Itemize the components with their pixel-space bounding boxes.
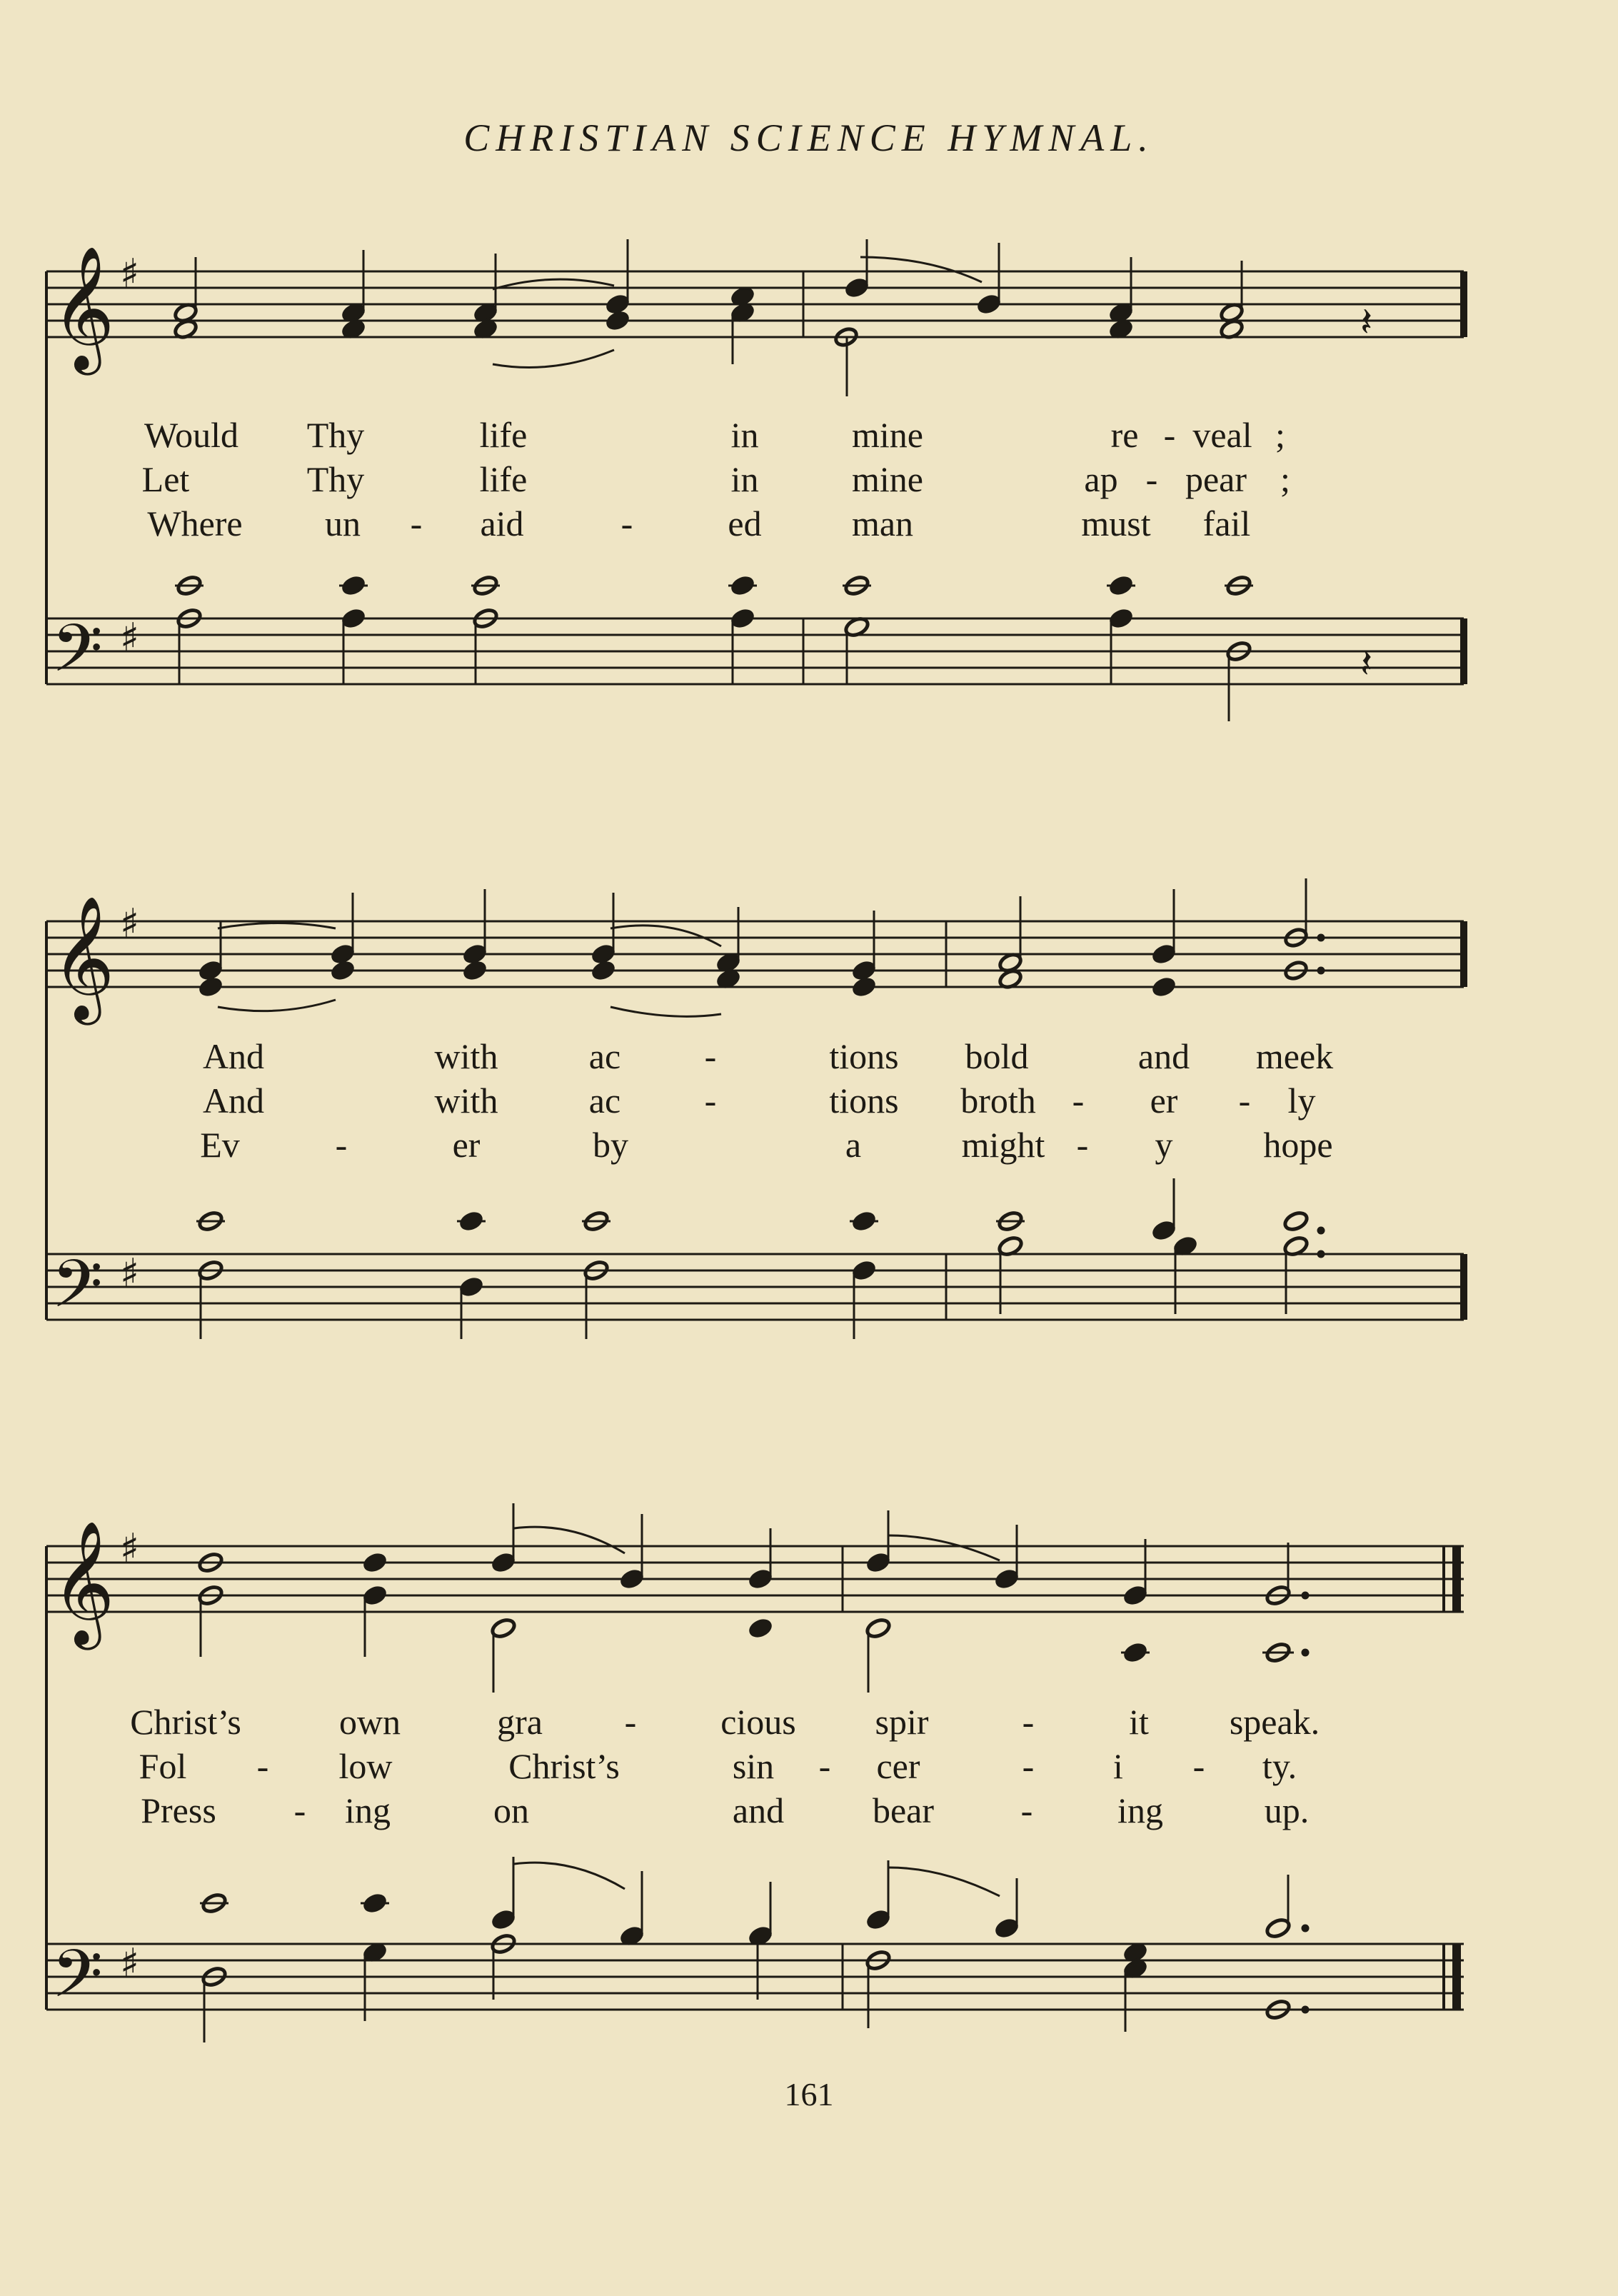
syllable: with bbox=[434, 1036, 498, 1076]
syllable: - bbox=[704, 1081, 717, 1121]
syllable: - bbox=[335, 1125, 348, 1165]
syllable: - bbox=[620, 503, 633, 543]
syllable: Press bbox=[141, 1790, 216, 1830]
syllable: spir bbox=[875, 1702, 929, 1742]
system-2-treble-staff bbox=[46, 921, 1464, 987]
rest-icon: 𝄽 bbox=[1360, 299, 1373, 346]
lyrics-verse-1 bbox=[0, 1034, 1618, 1078]
syllable: Fol bbox=[139, 1746, 187, 1786]
syllable: bold bbox=[965, 1036, 1029, 1076]
syllable: man bbox=[851, 503, 914, 543]
syllable: ap bbox=[1084, 459, 1118, 499]
syllable: a bbox=[845, 1125, 862, 1165]
syllable: - bbox=[704, 1036, 717, 1076]
system-2-bass-staff bbox=[46, 1254, 1464, 1320]
syllable: up. bbox=[1264, 1790, 1310, 1830]
syllable: ac bbox=[588, 1036, 621, 1076]
syllable: ing bbox=[345, 1790, 391, 1830]
bass-clef-icon: 𝄢 bbox=[51, 1246, 104, 1339]
syllable: ly bbox=[1287, 1081, 1316, 1121]
syllable: life bbox=[479, 459, 528, 499]
syllable: aid bbox=[480, 503, 524, 543]
lyrics-verse-1 bbox=[0, 1700, 1618, 1744]
syllable: - bbox=[1022, 1746, 1035, 1786]
syllable: life bbox=[479, 415, 528, 455]
syllable: y bbox=[1155, 1125, 1173, 1165]
syllable: - bbox=[1020, 1790, 1033, 1830]
syllable: And bbox=[202, 1081, 265, 1121]
syllable: Ev bbox=[200, 1125, 240, 1165]
syllable: in bbox=[730, 459, 759, 499]
syllable: - bbox=[410, 503, 423, 543]
syllable: And bbox=[202, 1036, 265, 1076]
syllable: tions bbox=[829, 1081, 899, 1121]
syllable: er bbox=[452, 1125, 481, 1165]
syllable: Christ’s bbox=[130, 1702, 241, 1742]
syllable: it bbox=[1129, 1702, 1149, 1742]
syllable: ed bbox=[728, 503, 762, 543]
syllable: mine bbox=[852, 415, 923, 455]
syllable: gra bbox=[497, 1702, 543, 1742]
treble-clef-icon: 𝄞 bbox=[51, 896, 115, 1020]
syllable: and bbox=[1137, 1036, 1190, 1076]
syllable: ty. bbox=[1262, 1746, 1297, 1786]
syllable: - bbox=[293, 1790, 306, 1830]
syllable: Christ’s bbox=[508, 1746, 620, 1786]
rest-icon: 𝄽 bbox=[1360, 641, 1373, 687]
syllable: cious bbox=[720, 1702, 796, 1742]
lyrics-verse-3 bbox=[0, 1123, 1618, 1167]
lyrics-verse-2 bbox=[0, 457, 1618, 501]
syllable: in bbox=[730, 415, 759, 455]
syllable: ; bbox=[1280, 459, 1290, 499]
syllable: er bbox=[1150, 1081, 1178, 1121]
bass-clef-icon: 𝄢 bbox=[51, 1936, 104, 2029]
syllable: - bbox=[1072, 1081, 1085, 1121]
syllable: hope bbox=[1263, 1125, 1333, 1165]
system-1-treble-staff bbox=[46, 271, 1464, 337]
lyrics-verse-3 bbox=[0, 1788, 1618, 1833]
syllable: ac bbox=[588, 1081, 621, 1121]
syllable: un bbox=[325, 503, 361, 543]
syllable: with bbox=[434, 1081, 498, 1121]
lyrics-verse-2 bbox=[0, 1078, 1618, 1123]
syllable: bear bbox=[872, 1790, 935, 1830]
lyrics-verse-2 bbox=[0, 1744, 1618, 1788]
page-header: CHRISTIAN SCIENCE HYMNAL. bbox=[463, 116, 1155, 159]
sharp-icon: ♯ bbox=[120, 1250, 140, 1297]
page-number: 161 bbox=[784, 2076, 834, 2112]
syllable: must bbox=[1081, 503, 1151, 543]
syllable: speak. bbox=[1229, 1702, 1320, 1742]
syllable: mine bbox=[852, 459, 923, 499]
syllable: by bbox=[593, 1125, 628, 1165]
syllable: Would bbox=[144, 415, 239, 455]
syllable: - bbox=[1163, 415, 1176, 455]
treble-clef-icon: 𝄞 bbox=[51, 246, 115, 370]
sharp-icon: ♯ bbox=[120, 901, 140, 947]
syllable: - bbox=[1022, 1702, 1035, 1742]
syllable: ing bbox=[1117, 1790, 1163, 1830]
syllable: - bbox=[624, 1702, 637, 1742]
system-3-bass-staff bbox=[46, 1944, 1464, 2010]
syllable: fail bbox=[1202, 503, 1251, 543]
syllable: - bbox=[1145, 459, 1158, 499]
syllable: Thy bbox=[306, 459, 365, 499]
sharp-icon: ♯ bbox=[120, 1525, 140, 1572]
syllable: sin bbox=[732, 1746, 775, 1786]
syllable: own bbox=[338, 1702, 401, 1742]
syllable: broth bbox=[960, 1081, 1036, 1121]
syllable: tions bbox=[829, 1036, 899, 1076]
lyrics-verse-3 bbox=[0, 501, 1618, 546]
syllable: on bbox=[493, 1790, 529, 1830]
sharp-icon: ♯ bbox=[120, 615, 140, 661]
syllable: ; bbox=[1275, 415, 1285, 455]
syllable: veal bbox=[1192, 415, 1252, 455]
syllable: might bbox=[961, 1125, 1045, 1165]
syllable: meek bbox=[1255, 1036, 1334, 1076]
syllable: - bbox=[1076, 1125, 1089, 1165]
syllable: cer bbox=[876, 1746, 920, 1786]
sharp-icon: ♯ bbox=[120, 1940, 140, 1987]
syllable: Let bbox=[141, 459, 190, 499]
treble-clef-icon: 𝄞 bbox=[51, 1520, 115, 1645]
syllable: and bbox=[732, 1790, 785, 1830]
syllable: re bbox=[1110, 415, 1139, 455]
syllable: - bbox=[818, 1746, 831, 1786]
syllable: - bbox=[1238, 1081, 1251, 1121]
syllable: Thy bbox=[306, 415, 365, 455]
bass-clef-icon: 𝄢 bbox=[51, 611, 104, 703]
syllable: - bbox=[1192, 1746, 1205, 1786]
syllable: low bbox=[338, 1746, 393, 1786]
syllable: pear bbox=[1185, 459, 1247, 499]
sharp-icon: ♯ bbox=[120, 251, 140, 297]
syllable: i bbox=[1113, 1746, 1123, 1786]
syllable: Where bbox=[147, 503, 243, 543]
system-1-bass-staff bbox=[46, 618, 1464, 684]
syllable: - bbox=[256, 1746, 269, 1786]
lyrics-verse-1 bbox=[0, 413, 1618, 457]
